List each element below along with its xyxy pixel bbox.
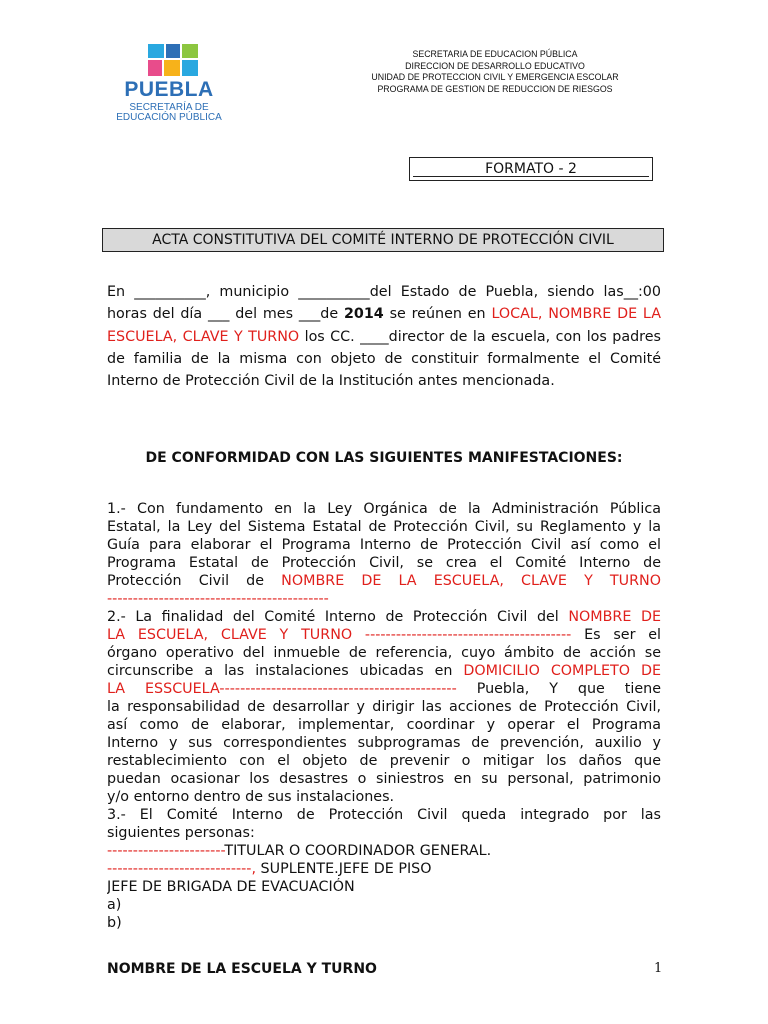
body-line: siguientes personas: xyxy=(107,825,255,841)
header-line: DIRECCION DE DESARROLLO EDUCATIVO xyxy=(405,60,585,71)
dash-placeholder: ----------------------- xyxy=(107,843,225,859)
body-line: Interno y sus correspondientes subprogramas de prevención, auxilio y xyxy=(107,735,661,751)
body-line: y/o entorno dentro de sus instalaciones. xyxy=(107,789,395,805)
intro-placeholder: LOCAL, NOMBRE DE LA ESCUELA, CLAVE Y TURNO xyxy=(107,306,662,345)
intro-year: 2014 xyxy=(343,306,384,323)
school-placeholder: NOMBRE DE xyxy=(568,609,661,625)
body-text: SUPLENTE.JEFE DE PISO xyxy=(256,861,432,877)
body-line xyxy=(107,626,661,644)
body-line xyxy=(107,572,661,590)
school-placeholder: NOMBRE DE LA ESCUELA, CLAVE Y TURNO xyxy=(281,573,661,589)
header-line: UNIDAD DE PROTECCION CIVIL Y EMERGENCIA ESCOLAR xyxy=(371,72,619,82)
formato-underline xyxy=(413,176,649,177)
body-line xyxy=(107,842,661,860)
puebla-logo xyxy=(104,38,234,123)
footer-school-name: NOMBRE DE LA ESCUELA Y TURNO xyxy=(107,961,377,977)
body-text: 2.- La finalidad del Comité Interno de Protección Civil del xyxy=(107,609,569,625)
intro-text: se reúnen en xyxy=(383,306,492,323)
body-line: JEFE DE BRIGADA DE EVACUACIÓN xyxy=(107,879,355,895)
document-title: ACTA CONSTITUTIVA DEL COMITÉ INTERNO DE PROTECCIÓN CIVIL xyxy=(102,228,664,252)
body-line: 3.- El Comité Interno de Protección Civil queda integrado por las xyxy=(107,807,661,823)
dash-line: ------------------------------------------- xyxy=(107,591,329,607)
intro-text: los CC. ____director de la escuela, con los padres de familia de la misma con objeto de constituir formalmente el Comité Interno de Protección Civil de la Institución antes mencionada. xyxy=(107,328,661,390)
body-line: Guía para elaborar el Programa Interno de Protección Civil así como el xyxy=(107,537,661,553)
body-line: la responsabilidad de desarrollar y dirigir las acciones de Protección Civil, xyxy=(107,699,661,715)
body-line: a) xyxy=(107,897,122,913)
institution-header xyxy=(330,49,660,95)
body-line xyxy=(107,608,661,626)
dash-placeholder: ----------------------------, xyxy=(107,861,256,877)
body-text: TITULAR O COORDINADOR GENERAL. xyxy=(224,843,492,859)
header-line: SECRETARIA DE EDUCACION PÚBLICA xyxy=(412,49,578,59)
school-placeholder: LA ESCUELA, CLAVE Y TURNO ---------------------------------------- xyxy=(107,627,572,643)
address-placeholder: DOMICILIO COMPLETO DE xyxy=(463,663,661,679)
body-line xyxy=(107,662,661,680)
body-text: circunscribe a las instalaciones ubicadas en xyxy=(107,663,464,679)
body-line: b) xyxy=(107,915,122,931)
body-line: Programa Estatal de Protección Civil, se crea el Comité Interno de xyxy=(107,555,661,571)
body-text: Puebla, Y que tiene xyxy=(476,681,661,697)
body-line: órgano operativo del inmueble de referencia, cuyo ámbito de acción se xyxy=(107,645,661,661)
formato-label: FORMATO - 2 xyxy=(485,161,577,177)
logo-subtitle: EDUCACIÓN PÚBLICA xyxy=(116,112,222,123)
body-line: restablecimiento con el objeto de prevenir o mitigar los daños que xyxy=(107,753,661,769)
logo-word: PUEBLA xyxy=(124,78,214,101)
body-line: puedan ocasionar los desastres o siniestros en su personal, patrimonio xyxy=(107,771,661,787)
body-text: Protección Civil de xyxy=(107,573,282,589)
body-line xyxy=(107,680,661,698)
body-text: Es ser el xyxy=(584,627,661,643)
formato-box xyxy=(409,157,653,181)
body-line: así como de elaborar, implementar, coordinar y operar el Programa xyxy=(107,717,661,733)
logo-subtitle: SECRETARÍA DE xyxy=(129,102,209,113)
page-number: 1 xyxy=(654,961,663,976)
body-line: Estatal, la Ley del Sistema Estatal de Protección Civil, su Reglamento y la xyxy=(107,519,661,535)
manifestations-body xyxy=(107,500,661,932)
intro-text: En __________, municipio __________del Estado de Puebla, siendo las__:00 horas del día ___ del mes ___de xyxy=(107,284,661,323)
body-line xyxy=(107,860,661,878)
header-line: PROGRAMA DE GESTION DE REDUCCION DE RIESGOS xyxy=(377,83,613,94)
body-line: 1.- Con fundamento en la Ley Orgánica de la Administración Pública xyxy=(107,501,661,517)
address-placeholder: LA ESSCUELA---------------------------------------------- xyxy=(107,681,457,697)
section-heading: DE CONFORMIDAD CON LAS SIGUIENTES MANIFESTACIONES: xyxy=(145,450,623,466)
intro-paragraph xyxy=(107,281,661,392)
